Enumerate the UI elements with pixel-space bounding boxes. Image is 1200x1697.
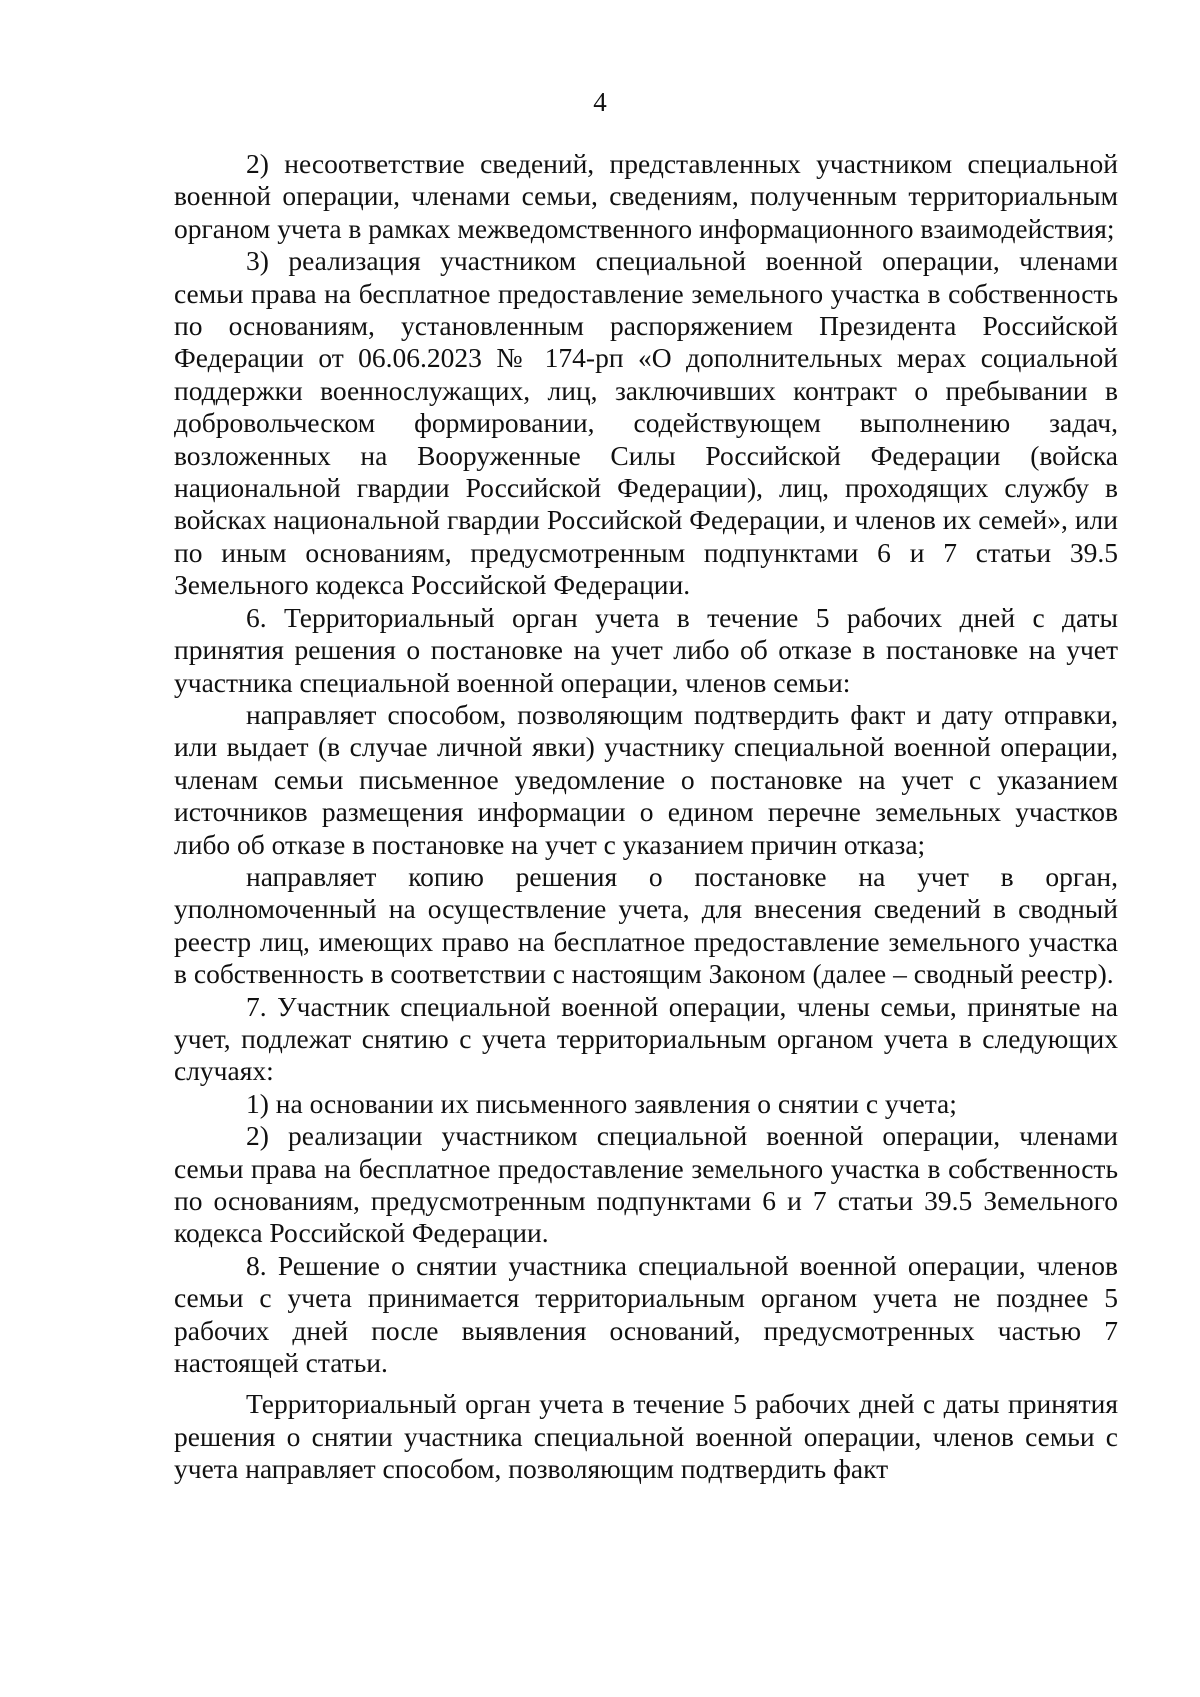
page-number: 4	[593, 87, 607, 117]
paragraph-removal-notice: Территориальный орган учета в течение 5 рабочих дней с даты принятия решения о снятии участника специальной военной операции, членов семьи с учета направляет способом, позволяющим подтвердить факт	[174, 1388, 1118, 1485]
paragraph-decision-copy: направляет копию решения о постановке на учет в орган, уполномоченный на осуществление учета, для внесения сведений в сводный реестр лиц, имеющих право на бесплатное предоставление земельного участка в собственность в соответствии с настоящим Законом (далее – сводный реестр).	[174, 860, 1118, 990]
paragraph-item-3-realization: 3) реализация участником специальной военной операции, членами семьи права на бесплатное предоставление земельного участка в собственность по основаниям, установленным распоряжением Президента Российской Федерации от 06.06.2023 № 174-рп «О дополнительных мерах социальной поддержки военнослужащих, лиц, заключивших контракт о пребывании в добровольческом формировании, содействующем выполнению задач, возложенных на Вооруженные Силы Российской Федерации (войска национальной гвардии Российской Федерации), лиц, проходящих службу в войсках национальной гвардии Российской Федерации, и членов их семей», или по иным основаниям, предусмотренным подпунктами 6 и 7 статьи 39.5 Земельного кодекса Российской Федерации.	[174, 245, 1118, 601]
paragraph-part-6: 6. Территориальный орган учета в течение 5 рабочих дней с даты принятия решения о постановке на учет либо об отказе в постановке на учет участника специальной военной операции, членов семьи:	[174, 601, 1118, 698]
paragraph-part-8: 8. Решение о снятии участника специальной военной операции, членов семьи с учета принимается территориальным органом учета не позднее 5 рабочих дней после выявления оснований, предусмотренных частью 7 настоящей статьи.	[174, 1249, 1118, 1379]
document-body	[174, 148, 1118, 1486]
paragraph-notification: направляет способом, позволяющим подтвердить факт и дату отправки, или выдает (в случае личной явки) участнику специальной военной операции, членам семьи письменное уведомление о постановке на учет с указанием источников размещения информации о едином перечне земельных участков либо об отказе в постановке на учет с указанием причин отказа;	[174, 698, 1118, 860]
paragraph-part-7-item-1: 1) на основании их письменного заявления о снятии с учета;	[246, 1087, 957, 1119]
paragraph-item-2-mismatch: 2) несоответствие сведений, представленных участником специальной военной операции, членами семьи, сведениям, полученным территориальным органом учета в рамках межведомственного информационного взаимодействия;	[174, 148, 1118, 244]
paragraph-part-7-item-2: 2) реализации участником специальной военной операции, членами семьи права на бесплатное предоставление земельного участка в собственность по основаниям, предусмотренным подпунктами 6 и 7 статьи 39.5 Земельного кодекса Российской Федерации.	[174, 1120, 1118, 1249]
paragraph-part-7: 7. Участник специальной военной операции, члены семьи, принятые на учет, подлежат снятию с учета территориальным органом учета в следующих случаях:	[174, 990, 1118, 1087]
